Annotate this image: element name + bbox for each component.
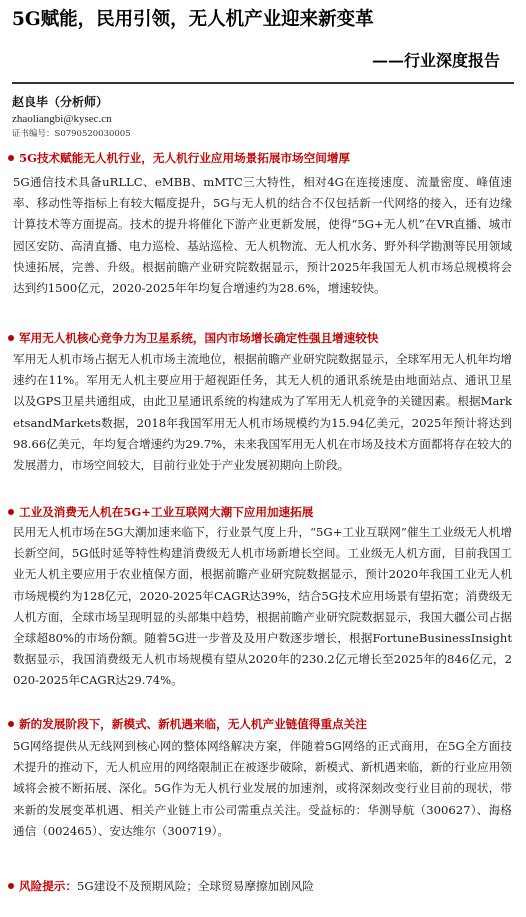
section-heading-new-development-stage — [8, 716, 518, 732]
header-divider — [12, 82, 514, 84]
section-paragraph-new-development-stage: 5G网络提供从无线网到核心网的整体网络解决方案，伴随着5G网络的正式商用，在5G全方面技术提升的推动下，无人机应用的网络限制正在被逐步破除，新模式、新机遇来临，新的行业应用领域将会被不断拓展、深化。5G作为无人机行业发展的加速剂，或将深刻改变行业目前的现状，带来新的发展变革机遇、相关产业链上市公司需重点关注。受益标的：华测导航（300627）、海格通信（002465）、安达维尔（300719）。 — [13, 739, 512, 838]
bullet-icon — [8, 335, 14, 341]
section-paragraph-5g-empowerment: 5G通信技术具备uRLLC、eMBB、mMTC三大特性，相对4G在连接速度、流量密度、峰值速率、移动性等指标上有较大幅度提升，5G与无人机的结合不仅包括新一代网络的接入，还有边缘计算技术等方面提高。技术的提升将催化下游产业更新发展，使得“5G+无人机”在VR直播、城市园区安防、高清直播、电力巡检、基站巡检、无人机物流、无人机水务、野外科学勘测等民用领域快速拓展，完善、升级。根据前瞻产业研究院数据显示，预计2025年我国无人机市场总规模将会达到约1500亿元，2020-2025年年均复合增速约为28.6%，增速较快。 — [13, 175, 512, 296]
section-heading-5g-empowerment — [8, 150, 518, 166]
section-heading-text: 新的发展阶段下，新模式、新机遇来临，无人机产业链值得重点关注 — [19, 717, 367, 731]
report-subtitle: ——行业深度报告 — [371, 51, 500, 70]
bullet-icon — [8, 155, 14, 161]
bullet-icon — [8, 883, 14, 889]
section-paragraph-industrial-consumer-drones: 民用无人机市场在5G大潮加速来临下，行业景气度上升，“5G+工业互联网”催生工业级无人机增长新空间，5G低时延等特性构建消费级无人机市场新增长空间。工业级无人机方面，目前我国工业无人机主要应用于农业植保方面，根据前瞻产业研究院数据显示，预计2020年我国工业无人机市场规模约为128亿元，2020-2025年CAGR达39%，结合5G技术应用场景有望拓宽；消费级无人机方面，全球市场呈现明显的头部集中趋势，根据前瞻产业研究院数据显示，我国大疆公司占据全球超80%的市场份额。随着5G进一步普及及用户数逐步增长，根据FortuneBusinessInsight数据显示，我国消费级无人机市场规模有望从2020年的230.2亿元增长至2025年的846亿元，2020-2025年CAGR达29.74%。 — [13, 525, 512, 688]
section-heading-military-drones — [8, 330, 518, 346]
section-heading-text: 军用无人机核心竞争力为卫星系统，国内市场增长确定性强且增速较快 — [19, 331, 379, 345]
analyst-email: zhaoliangbi@kysec.cn — [12, 113, 112, 125]
analyst-name: 赵良毕（分析师） — [12, 95, 109, 109]
risk-text: 5G建设不及预期风险；全球贸易摩擦加剧风险 — [76, 879, 314, 893]
risk-label: 风险提示： — [19, 879, 77, 893]
section-heading-industrial-consumer-drones — [8, 504, 518, 520]
bullet-icon — [8, 721, 14, 727]
bullet-icon — [8, 509, 14, 515]
section-heading-text: 工业及消费无人机在5G+工业互联网大潮下应用加速拓展 — [19, 505, 314, 519]
risk-warning — [8, 878, 518, 894]
section-paragraph-military-drones: 军用无人机市场占据无人机市场主流地位，根据前瞻产业研究院数据显示，全球军用无人机年均增速约在11%。军用无人机主要应用于超视距任务，其无人机的通讯系统是由地面站点、通讯卫星以及GPS卫星共通组成，由此卫星通讯系统的构建成为了军用无人机竞争的关键因素。根据MarketsandMarkets数据，2018年我国军用无人机市场规模约为15.94亿美元，2025年预计将达到98.66亿美元，年均复合增速约为29.7%，未来我国军用无人机在市场及技术方面都将存在较大的发展潜力，市场空间较大，目前行业处于产业发展初期向上阶段。 — [13, 352, 512, 473]
section-heading-text: 5G技术赋能无人机行业，无人机行业应用场景拓展市场空间增厚 — [19, 151, 351, 165]
certificate-number: 证书编号：S0790520030005 — [12, 129, 131, 139]
report-title: 5G赋能，民用引领，无人机产业迎来新变革 — [12, 9, 374, 30]
